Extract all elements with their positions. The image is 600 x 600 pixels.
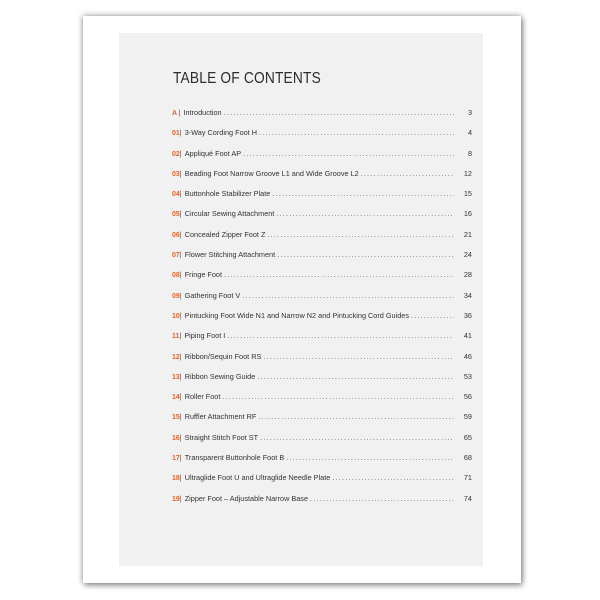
toc-dot-leader bbox=[272, 189, 454, 198]
toc-entry-number: 05 bbox=[172, 211, 180, 219]
toc-separator: | bbox=[179, 290, 182, 300]
toc-separator: | bbox=[179, 189, 182, 199]
toc-entry-number: 17 bbox=[172, 455, 180, 463]
toc-dot-leader bbox=[361, 169, 454, 178]
toc-dot-leader bbox=[411, 311, 454, 320]
toc-entry-label: Transparent Buttonhole Foot B bbox=[184, 453, 285, 463]
toc-entry-label: Circular Sewing Attachment bbox=[184, 209, 275, 219]
toc-entry[interactable] bbox=[172, 412, 472, 432]
toc-separator: | bbox=[179, 453, 182, 463]
toc-entry-number: 18 bbox=[172, 475, 180, 483]
toc-entry-number: 08 bbox=[172, 272, 180, 280]
toc-separator: | bbox=[179, 250, 182, 260]
toc-entry-number: 11 bbox=[172, 333, 180, 341]
toc-entry-number: 03 bbox=[172, 170, 180, 178]
toc-separator: | bbox=[179, 148, 182, 158]
toc-entry-label: Pintucking Foot Wide N1 and Narrow N2 and Pintucking Cord Guides bbox=[184, 310, 409, 320]
toc-separator: | bbox=[179, 392, 182, 402]
toc-entry[interactable] bbox=[172, 270, 472, 290]
toc-entry-label: Fringe Foot bbox=[184, 270, 223, 280]
toc-entry[interactable] bbox=[172, 149, 472, 169]
toc-dot-leader bbox=[260, 433, 454, 442]
toc-entry-label: Gathering Foot V bbox=[184, 290, 241, 300]
toc-separator: | bbox=[179, 229, 182, 239]
toc-separator: | bbox=[179, 128, 182, 138]
toc-dot-leader bbox=[286, 453, 454, 462]
toc-dot-leader bbox=[227, 331, 454, 340]
toc-entry-label: Ultraglide Foot U and Ultraglide Needle Plate bbox=[184, 473, 331, 483]
toc-entry[interactable] bbox=[172, 169, 472, 189]
toc-list bbox=[172, 108, 472, 514]
toc-entry[interactable] bbox=[172, 230, 472, 250]
toc-title: TABLE OF CONTENTS bbox=[173, 70, 321, 87]
toc-dot-leader bbox=[242, 291, 454, 300]
toc-entry[interactable] bbox=[172, 209, 472, 229]
toc-dot-leader bbox=[222, 392, 454, 401]
toc-entry-page: 41 bbox=[463, 331, 472, 341]
toc-entry[interactable] bbox=[172, 453, 472, 473]
toc-entry[interactable] bbox=[172, 250, 472, 270]
toc-dot-leader bbox=[258, 412, 454, 421]
toc-entry[interactable] bbox=[172, 108, 472, 128]
toc-entry-page: 59 bbox=[463, 412, 472, 422]
toc-entry-page: 71 bbox=[463, 473, 472, 483]
toc-entry[interactable] bbox=[172, 311, 472, 331]
toc-entry-number: 07 bbox=[172, 252, 180, 260]
toc-entry-label: Ribbon Sewing Guide bbox=[184, 371, 256, 381]
toc-dot-leader bbox=[224, 270, 454, 279]
toc-dot-leader bbox=[276, 209, 454, 218]
toc-entry-number: 10 bbox=[172, 312, 180, 320]
toc-dot-leader bbox=[277, 250, 454, 259]
toc-dot-leader bbox=[257, 372, 454, 381]
toc-entry-label: Ribbon/Sequin Foot RS bbox=[184, 351, 262, 361]
toc-entry-label: Introduction bbox=[183, 108, 222, 117]
toc-entry-label: 3-Way Cording Foot H bbox=[184, 128, 258, 138]
toc-dot-leader bbox=[267, 230, 454, 239]
toc-entry-page: 36 bbox=[463, 310, 472, 320]
toc-entry[interactable] bbox=[172, 392, 472, 412]
toc-separator: | bbox=[179, 412, 182, 422]
toc-entry-page: 56 bbox=[463, 392, 472, 402]
toc-entry-page: 12 bbox=[463, 168, 472, 178]
toc-dot-leader bbox=[224, 108, 454, 117]
toc-entry[interactable] bbox=[172, 494, 472, 514]
toc-entry-label: Concealed Zipper Foot Z bbox=[184, 229, 266, 239]
toc-entry-number: 01 bbox=[172, 130, 180, 138]
toc-entry[interactable] bbox=[172, 372, 472, 392]
toc-separator: | bbox=[179, 310, 182, 320]
toc-entry-page: 34 bbox=[463, 290, 472, 300]
toc-entry-number: 09 bbox=[172, 292, 180, 300]
toc-separator: | bbox=[179, 351, 182, 361]
toc-entry-page: 65 bbox=[463, 432, 472, 442]
toc-entry-number: 16 bbox=[172, 434, 180, 442]
toc-separator: | bbox=[179, 168, 182, 178]
toc-separator: | bbox=[179, 493, 182, 503]
toc-entry-label: Appliqué Foot AP bbox=[184, 148, 242, 158]
toc-entry-page: 3 bbox=[467, 108, 472, 117]
toc-separator: | bbox=[179, 473, 182, 483]
toc-entry-page: 53 bbox=[463, 371, 472, 381]
toc-dot-leader bbox=[310, 494, 454, 503]
toc-entry[interactable] bbox=[172, 433, 472, 453]
toc-entry-number: A bbox=[172, 110, 178, 117]
toc-separator: | bbox=[179, 270, 182, 280]
toc-separator: | bbox=[179, 209, 182, 219]
toc-dot-leader bbox=[332, 473, 454, 482]
toc-entry-page: 68 bbox=[463, 453, 472, 463]
toc-entry-label: Ruffler Attachment RF bbox=[184, 412, 257, 422]
toc-entry-label: Roller Foot bbox=[184, 392, 221, 402]
toc-entry[interactable] bbox=[172, 473, 472, 493]
toc-entry-number: 12 bbox=[172, 353, 180, 361]
toc-entry-number: 06 bbox=[172, 231, 180, 239]
toc-separator: | bbox=[179, 371, 182, 381]
toc-entry-label: Flower Stitching Attachment bbox=[184, 250, 276, 260]
toc-dot-leader bbox=[243, 149, 454, 158]
toc-entry-page: 24 bbox=[463, 250, 472, 260]
toc-entry-label: Beading Foot Narrow Groove L1 and Wide Groove L2 bbox=[184, 168, 359, 178]
toc-entry-page: 16 bbox=[463, 209, 472, 219]
toc-entry-page: 15 bbox=[463, 189, 472, 199]
toc-entry-page: 4 bbox=[467, 128, 472, 138]
toc-entry[interactable] bbox=[172, 189, 472, 209]
toc-entry-label: Buttonhole Stabilizer Plate bbox=[184, 189, 271, 199]
toc-entry-number: 13 bbox=[172, 373, 180, 381]
toc-separator: | bbox=[178, 108, 181, 117]
toc-entry-label: Straight Stitch Foot ST bbox=[184, 432, 259, 442]
toc-entry-page: 74 bbox=[463, 493, 472, 503]
toc-entry-page: 46 bbox=[463, 351, 472, 361]
toc-entry-number: 14 bbox=[172, 394, 180, 402]
toc-dot-leader bbox=[263, 352, 454, 361]
toc-entry[interactable] bbox=[172, 291, 472, 311]
toc-entry[interactable] bbox=[172, 352, 472, 372]
toc-entry[interactable] bbox=[172, 331, 472, 351]
toc-separator: | bbox=[179, 432, 182, 442]
toc-entry-page: 21 bbox=[463, 229, 472, 239]
toc-entry-page: 28 bbox=[463, 270, 472, 280]
toc-entry-number: 04 bbox=[172, 191, 180, 199]
toc-entry[interactable] bbox=[172, 128, 472, 148]
toc-entry-number: 15 bbox=[172, 414, 180, 422]
toc-dot-leader bbox=[259, 128, 454, 137]
toc-entry-label: Zipper Foot – Adjustable Narrow Base bbox=[184, 493, 309, 503]
toc-entry-label: Piping Foot I bbox=[184, 331, 226, 341]
toc-entry-number: 19 bbox=[172, 495, 180, 503]
toc-separator: | bbox=[179, 331, 182, 341]
toc-entry-number: 02 bbox=[172, 150, 180, 158]
toc-entry-page: 8 bbox=[467, 148, 472, 158]
